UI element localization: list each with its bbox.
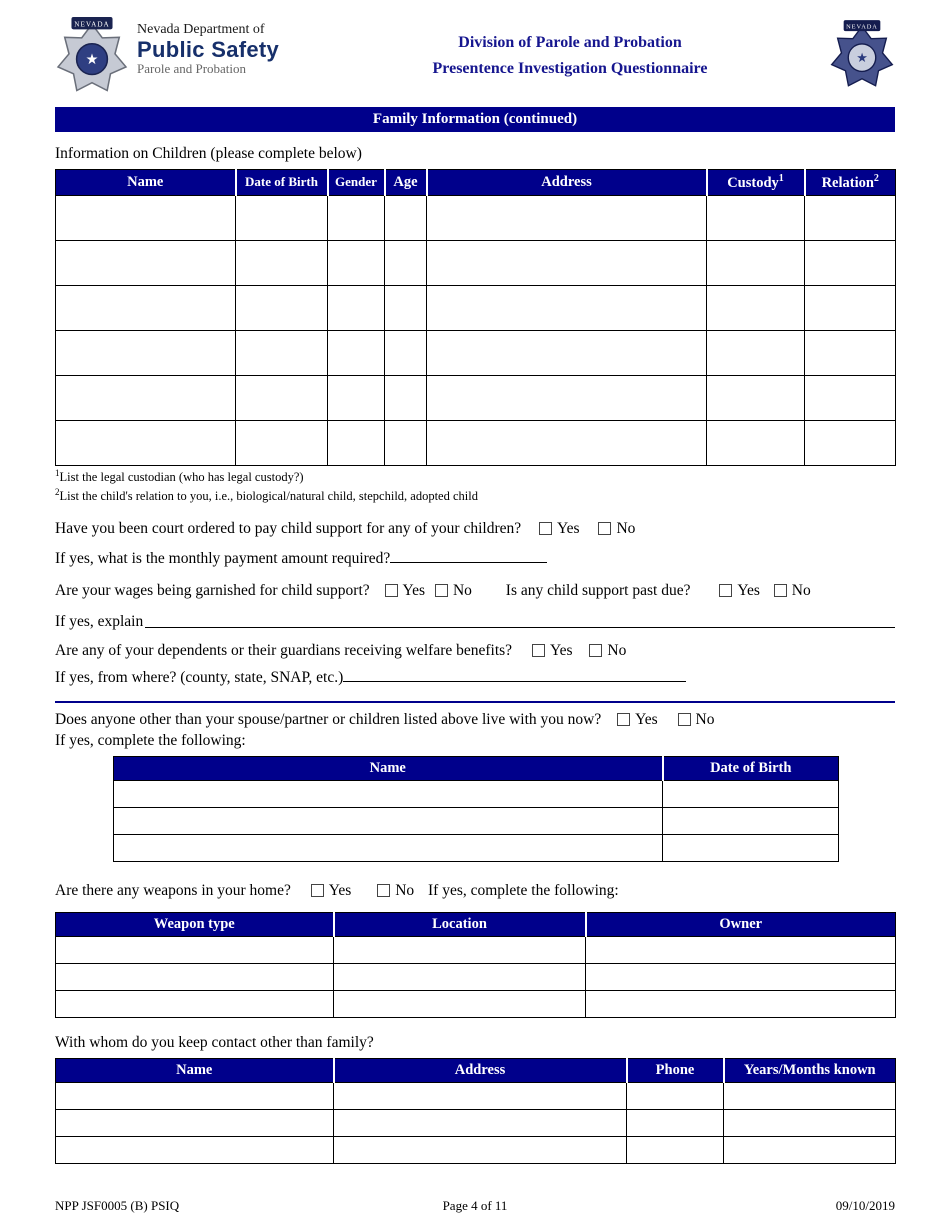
form-content (0, 145, 950, 687)
question-welfare (55, 642, 895, 660)
children-table-header (56, 170, 896, 196)
footnote-1-marker: 1 (55, 467, 60, 478)
empty-cell[interactable] (707, 375, 805, 420)
col-name: Name (56, 170, 236, 196)
weapons-table (55, 912, 896, 1018)
empty-cell[interactable] (805, 420, 896, 465)
weapons-table-body (56, 936, 896, 1017)
agency-text (137, 16, 279, 99)
garnished-yes-checkbox[interactable] (385, 584, 398, 597)
children-table-body (56, 195, 896, 465)
garnished-no-checkbox[interactable] (435, 584, 448, 597)
empty-cell[interactable] (707, 240, 805, 285)
empty-cell[interactable] (334, 936, 586, 963)
empty-cell[interactable] (114, 834, 663, 861)
question-support-order (55, 520, 895, 538)
empty-cell[interactable] (707, 285, 805, 330)
header-row (56, 912, 896, 936)
table-row (56, 1082, 896, 1109)
form-number: NPP JSF0005 (B) PSIQ (55, 1198, 180, 1213)
col-phone: Phone (627, 1058, 724, 1082)
col-custody (707, 170, 805, 196)
svg-text:★: ★ (85, 52, 99, 69)
col-address: Address (334, 1058, 627, 1082)
revision-date: 09/10/2019 (835, 1198, 895, 1213)
empty-cell[interactable] (627, 1136, 724, 1163)
agency-line2: Public Safety (137, 37, 280, 63)
question-household (55, 711, 895, 729)
form-content-lower (0, 711, 950, 1164)
question-garnished (55, 582, 895, 600)
empty-cell[interactable] (56, 420, 236, 465)
table-row (56, 1109, 896, 1136)
empty-cell[interactable] (627, 1109, 724, 1136)
empty-cell[interactable] (663, 834, 839, 861)
table-row (114, 780, 839, 807)
empty-cell[interactable] (385, 375, 427, 420)
right-badge-logo (785, 16, 895, 92)
question-contacts: With whom do you keep contact other than family? (55, 1033, 374, 1051)
question-monthly-payment (55, 549, 895, 568)
empty-cell[interactable] (427, 330, 707, 375)
empty-cell[interactable] (114, 780, 663, 807)
household-no-checkbox[interactable] (678, 713, 691, 726)
empty-cell[interactable] (427, 420, 707, 465)
empty-cell[interactable] (427, 240, 707, 285)
empty-cell[interactable] (663, 807, 839, 834)
contacts-table-body (56, 1082, 896, 1163)
welfare-text: Are any of your dependents or their guardians receiving welfare benefits? (55, 641, 513, 659)
empty-cell[interactable] (334, 963, 586, 990)
welfare-source-field[interactable] (343, 668, 686, 682)
title-line2: Presentence Investigation Questionnaire (432, 59, 708, 77)
question-weapons (55, 882, 895, 900)
empty-cell[interactable] (707, 330, 805, 375)
empty-cell[interactable] (805, 285, 896, 330)
col-age: Age (385, 170, 427, 196)
empty-cell[interactable] (56, 963, 334, 990)
nevada-badge-icon (55, 16, 129, 94)
support-order-no-checkbox[interactable] (598, 522, 611, 535)
empty-cell[interactable] (334, 1082, 627, 1109)
section-banner: Family Information (continued) (55, 107, 895, 132)
col-location: Location (334, 912, 586, 936)
empty-cell[interactable] (328, 195, 385, 240)
yes-label: Yes (635, 710, 658, 728)
weapons-yes-checkbox[interactable] (311, 884, 324, 897)
monthly-payment-text: If yes, what is the monthly payment amount required? (55, 549, 391, 567)
empty-cell[interactable] (805, 195, 896, 240)
contacts-table-header (56, 1058, 896, 1082)
col-name: Name (114, 756, 663, 780)
yes-label: Yes (557, 519, 580, 537)
household-table-header (114, 756, 839, 780)
col-years-known: Years/Months known (724, 1058, 896, 1082)
children-table (55, 169, 896, 466)
col-weapon-type: Weapon type (56, 912, 334, 936)
support-order-yes-checkbox[interactable] (539, 522, 552, 535)
yes-label: Yes (402, 581, 426, 599)
nevada-badge-dark-icon (829, 16, 895, 92)
col-name: Name (56, 1058, 334, 1082)
empty-cell[interactable] (56, 1082, 334, 1109)
empty-cell[interactable] (236, 285, 328, 330)
page-footer (55, 1198, 895, 1214)
footnote-1-text: List the legal custodian (who has legal custody?) (59, 469, 304, 484)
empty-cell[interactable] (328, 330, 385, 375)
empty-cell[interactable] (56, 330, 236, 375)
badge-text: NEVADA (846, 23, 878, 31)
empty-cell[interactable] (236, 375, 328, 420)
empty-cell[interactable] (707, 420, 805, 465)
table-row (56, 420, 896, 465)
explain-text: If yes, explain (55, 612, 144, 630)
footnote-2-text: List the child's relation to you, i.e., biological/natural child, stepchild, adopted child (59, 489, 478, 504)
no-label: No (452, 581, 472, 599)
empty-cell[interactable] (385, 285, 427, 330)
header-row (56, 170, 896, 196)
empty-cell[interactable] (328, 240, 385, 285)
table-row (56, 1136, 896, 1163)
empty-cell[interactable] (56, 1109, 334, 1136)
col-address: Address (427, 170, 707, 196)
weapons-no-checkbox[interactable] (377, 884, 390, 897)
col-custody-label: Custody (727, 174, 779, 191)
agency-line3: Parole and Probation (137, 61, 247, 77)
empty-cell[interactable] (724, 1109, 896, 1136)
table-row (114, 807, 839, 834)
col-relation (805, 170, 896, 196)
question-welfare-source (55, 668, 895, 687)
section-divider (55, 701, 895, 703)
empty-cell[interactable] (385, 240, 427, 285)
household-table (113, 756, 839, 862)
table-row (56, 963, 896, 990)
past-due-yes-checkbox[interactable] (719, 584, 732, 597)
past-due-text: Is any child support past due? (505, 581, 691, 599)
badge-text: NEVADA (74, 20, 110, 29)
weapons-text: Are there any weapons in your home? (55, 881, 291, 899)
empty-cell[interactable] (586, 936, 896, 963)
monthly-payment-field[interactable] (390, 549, 547, 563)
col-dob: Date of Birth (663, 756, 839, 780)
empty-cell[interactable] (805, 375, 896, 420)
household-yes-checkbox[interactable] (617, 713, 630, 726)
household-table-body (114, 780, 839, 861)
empty-cell[interactable] (236, 330, 328, 375)
past-due-no-checkbox[interactable] (774, 584, 787, 597)
page-header (0, 0, 950, 99)
welfare-source-text: If yes, from where? (county, state, SNAP, etc.) (55, 668, 344, 686)
empty-cell[interactable] (385, 330, 427, 375)
empty-cell[interactable] (236, 195, 328, 240)
garnished-text: Are your wages being garnished for child support? (55, 581, 370, 599)
empty-cell[interactable] (707, 195, 805, 240)
footnote-2 (55, 487, 895, 504)
table-row (56, 285, 896, 330)
col-relation-footnote-ref: 2 (873, 173, 879, 184)
footnote-2-marker: 2 (55, 487, 60, 498)
weapons-follow-text: If yes, complete the following: (428, 881, 619, 899)
empty-cell[interactable] (586, 963, 896, 990)
left-badge-logo (55, 16, 129, 99)
footnote-1 (55, 468, 895, 485)
empty-cell[interactable] (427, 375, 707, 420)
welfare-yes-checkbox[interactable] (532, 644, 545, 657)
empty-cell[interactable] (724, 1082, 896, 1109)
empty-cell[interactable] (334, 1109, 627, 1136)
empty-cell[interactable] (328, 420, 385, 465)
no-label: No (395, 881, 415, 899)
empty-cell[interactable] (56, 375, 236, 420)
empty-cell[interactable] (334, 990, 586, 1017)
title-line1: Division of Parole and Probation (458, 34, 682, 51)
question-explain (55, 613, 895, 631)
empty-cell[interactable] (56, 1136, 334, 1163)
empty-cell[interactable] (334, 1136, 627, 1163)
support-order-text: Have you been court ordered to pay child support for any of your children? (55, 519, 522, 537)
no-label: No (607, 641, 627, 659)
empty-cell[interactable] (805, 240, 896, 285)
contacts-table (55, 1058, 896, 1164)
empty-cell[interactable] (56, 990, 334, 1017)
col-relation-label: Relation (821, 174, 874, 191)
yes-label: Yes (549, 641, 573, 659)
empty-cell[interactable] (427, 285, 707, 330)
table-row (56, 990, 896, 1017)
yes-label: Yes (737, 581, 760, 599)
empty-cell[interactable] (236, 240, 328, 285)
table-row (56, 330, 896, 375)
page-number: Page 4 of 11 (442, 1198, 508, 1213)
table-row (56, 240, 896, 285)
col-owner: Owner (586, 912, 896, 936)
table-row (114, 834, 839, 861)
no-label: No (791, 581, 811, 599)
empty-cell[interactable] (236, 420, 328, 465)
empty-cell[interactable] (56, 285, 236, 330)
empty-cell[interactable] (663, 780, 839, 807)
children-intro: Information on Children (please complete below) (55, 145, 362, 162)
empty-cell[interactable] (385, 195, 427, 240)
header-row (114, 756, 839, 780)
col-dob: Date of Birth (236, 170, 328, 196)
empty-cell[interactable] (56, 195, 236, 240)
col-gender: Gender (328, 170, 385, 196)
empty-cell[interactable] (328, 285, 385, 330)
weapons-table-header (56, 912, 896, 936)
empty-cell[interactable] (724, 1136, 896, 1163)
col-custody-footnote-ref: 1 (778, 173, 784, 184)
header-row (56, 1058, 896, 1082)
svg-text:★: ★ (856, 51, 868, 66)
empty-cell[interactable] (627, 1082, 724, 1109)
table-row (56, 375, 896, 420)
table-row (56, 936, 896, 963)
household-follow-text: If yes, complete the following: (55, 731, 246, 749)
yes-label: Yes (328, 881, 352, 899)
household-text: Does anyone other than your spouse/partner or children listed above live with you now? (55, 710, 602, 728)
no-label: No (616, 519, 636, 537)
empty-cell[interactable] (114, 807, 663, 834)
empty-cell[interactable] (56, 240, 236, 285)
agency-line1: Nevada Department of (137, 22, 265, 37)
document-title (355, 16, 785, 81)
table-row (56, 195, 896, 240)
empty-cell[interactable] (427, 195, 707, 240)
welfare-no-checkbox[interactable] (589, 644, 602, 657)
empty-cell[interactable] (385, 420, 427, 465)
empty-cell[interactable] (805, 330, 896, 375)
agency-block (55, 16, 355, 99)
empty-cell[interactable] (328, 375, 385, 420)
explain-field[interactable] (145, 613, 895, 628)
empty-cell[interactable] (56, 936, 334, 963)
empty-cell[interactable] (586, 990, 896, 1017)
no-label: No (695, 710, 715, 728)
